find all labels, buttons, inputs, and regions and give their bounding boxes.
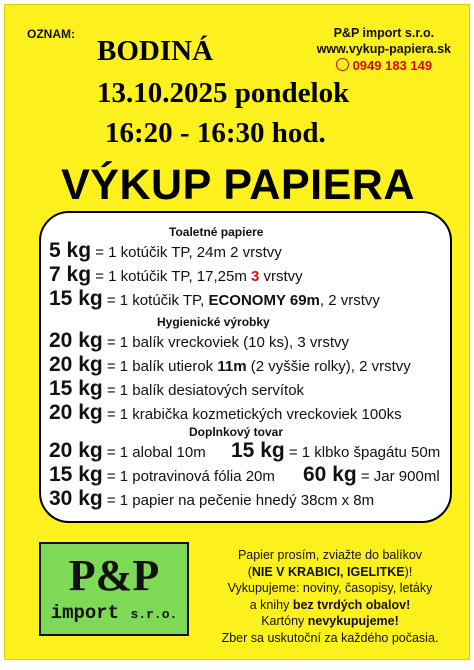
offer-text: = 1 papier na pečenie hnedý 38cm x 8m bbox=[106, 492, 375, 509]
offer-weight: 5 kg bbox=[49, 239, 92, 262]
notice-emphasis: nevykupujeme! bbox=[307, 614, 399, 628]
offer-text: = 1 alobal 10m bbox=[106, 444, 206, 461]
location-heading: BODINÁ bbox=[97, 35, 214, 67]
offer-row bbox=[49, 401, 402, 425]
offer-text: (2 vyššie rolky), 2 vrstvy bbox=[246, 358, 411, 375]
section-hygiene: Hygienické výrobky bbox=[157, 315, 270, 329]
offer-highlight: 3 bbox=[251, 268, 260, 285]
notice-line: Papier prosím, zviažte do balíkov bbox=[237, 548, 423, 562]
time-heading: 16:20 - 16:30 hod. bbox=[105, 117, 326, 149]
offer-text: = 1 kotúčik TP, 24m 2 vrstvy bbox=[95, 244, 282, 261]
offer-weight: 20 kg bbox=[49, 439, 103, 462]
offer-weight: 15 kg bbox=[49, 377, 103, 400]
phone-icon bbox=[336, 58, 349, 71]
oznam-label: OZNAM: bbox=[27, 27, 75, 41]
offer-row bbox=[49, 239, 282, 263]
notice-emphasis: NIE V KRABICI, IGELITKE bbox=[251, 564, 405, 579]
offer-row bbox=[49, 377, 304, 401]
offer-row bbox=[303, 463, 440, 487]
offer-text: = 1 klbko špagátu 50m bbox=[288, 444, 441, 461]
offer-row bbox=[49, 263, 303, 287]
offer-weight: 15 kg bbox=[49, 287, 103, 310]
offer-row bbox=[49, 487, 374, 511]
offer-weight: 30 kg bbox=[49, 487, 103, 510]
section-extra-goods: Doplnkový tovar bbox=[189, 425, 284, 439]
offer-row bbox=[49, 287, 380, 311]
page-title: VÝKUP PAPIERA bbox=[61, 161, 415, 209]
offer-row bbox=[49, 353, 411, 377]
offer-text: = 1 balík utierok bbox=[106, 358, 218, 375]
offer-weight: 15 kg bbox=[231, 439, 285, 462]
offer-text: = 1 balík vreckoviek (10 ks), 3 vrstvy bbox=[106, 334, 350, 351]
notice-line: Zber sa uskutoční za každého počasia. bbox=[221, 630, 439, 645]
notice-line: a knihy bez tvrdých obalov! bbox=[249, 597, 411, 612]
company-name: P&P import s.r.o. bbox=[333, 26, 435, 40]
logo-import: import bbox=[50, 602, 120, 624]
collection-notice bbox=[205, 547, 455, 646]
logo-mark: P&P bbox=[68, 551, 160, 600]
offer-weight: 15 kg bbox=[49, 463, 103, 486]
offer-row bbox=[49, 329, 349, 353]
offer-row bbox=[49, 463, 275, 487]
offer-text: = 1 krabička kozmetických vreckoviek 100ks bbox=[106, 406, 402, 423]
notice-line: (NIE V KRABICI, IGELITKE)! bbox=[247, 564, 413, 579]
offer-weight: 7 kg bbox=[49, 263, 92, 286]
poster bbox=[4, 4, 470, 660]
logo-sro: s.r.o. bbox=[130, 607, 178, 622]
offer-text: = 1 potravinová fólia 20m bbox=[106, 468, 275, 485]
offer-highlight: 11m bbox=[217, 358, 247, 375]
offer-text: = 1 kotúčik TP, 17,25m bbox=[95, 268, 251, 285]
notice-emphasis: bez tvrdých obalov! bbox=[292, 597, 411, 612]
offers-box bbox=[39, 211, 452, 523]
date-heading: 13.10.2025 pondelok bbox=[97, 77, 350, 109]
offer-weight: 20 kg bbox=[49, 353, 103, 376]
offer-text: = 1 balík desiatových servítok bbox=[106, 382, 305, 399]
offer-text: , 2 vrstvy bbox=[319, 292, 380, 309]
company-logo bbox=[39, 542, 189, 636]
offer-weight: 20 kg bbox=[49, 401, 103, 424]
company-website[interactable]: www.vykup-papiera.sk bbox=[316, 42, 451, 56]
offer-weight: 20 kg bbox=[49, 329, 103, 352]
logo-subtitle bbox=[41, 602, 187, 624]
section-toilet-paper: Toaletné papiere bbox=[169, 225, 264, 239]
company-phone[interactable] bbox=[317, 57, 451, 74]
offer-text: = 1 kotúčik TP, bbox=[106, 292, 209, 309]
offer-row bbox=[231, 439, 440, 463]
offer-row bbox=[49, 439, 206, 463]
offer-highlight: ECONOMY 69m bbox=[208, 292, 320, 309]
offer-weight: 60 kg bbox=[303, 463, 357, 486]
notice-line: Kartóny nevykupujeme! bbox=[261, 614, 399, 628]
company-contact bbox=[317, 25, 451, 74]
notice-line: Vykupujeme: noviny, časopisy, letáky bbox=[227, 581, 433, 595]
phone-number: 0949 183 149 bbox=[352, 58, 433, 73]
offer-text: vrstvy bbox=[259, 268, 303, 285]
offer-text: = Jar 900ml bbox=[360, 468, 440, 485]
